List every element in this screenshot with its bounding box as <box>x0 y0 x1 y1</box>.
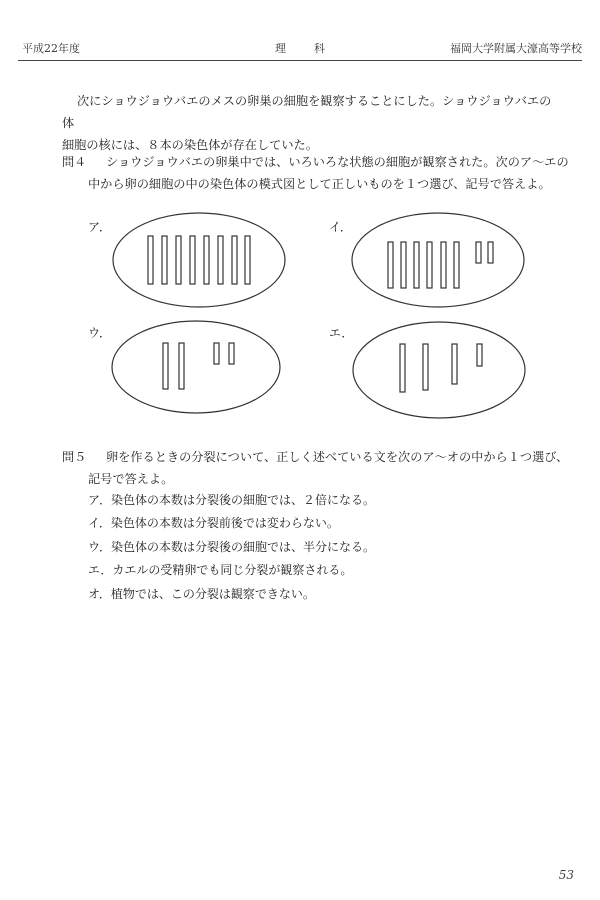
exam-year: 平成22年度 <box>22 42 80 55</box>
subject-title: 理科 <box>275 42 353 55</box>
diagram-u <box>112 321 280 413</box>
chromosome-long <box>190 236 195 284</box>
chromosome-long <box>179 343 184 389</box>
chromosome-long <box>452 344 457 384</box>
chromosome-long <box>388 242 393 288</box>
choice-e-label: エ． <box>329 326 354 340</box>
question-5-options <box>88 489 375 606</box>
choice-u-label: ウ． <box>88 326 112 340</box>
chromosome-short <box>488 242 493 263</box>
chromosome-short <box>477 344 482 366</box>
chromosome-long <box>414 242 419 288</box>
chromosome-long <box>176 236 181 284</box>
intro-line-2: 細胞の核には、８本の染色体が存在していた。 <box>62 138 318 152</box>
page-number: 53 <box>558 868 574 882</box>
chromosome-short <box>214 343 219 364</box>
option-e: エ．カエルの受精卵でも同じ分裂が観察される。 <box>88 563 353 578</box>
chromosome-short <box>229 343 234 364</box>
question-5 <box>62 446 572 490</box>
chromosome-long <box>400 344 405 392</box>
question-5-line-2: 記号で答えよ。 <box>88 472 174 486</box>
question-4-number: 問４ <box>62 155 87 169</box>
option-o: オ．植物では、この分裂は観察できない。 <box>88 586 315 601</box>
intro-line-1: 次にショウジョウバエのメスの卵巣の細胞を観察することにした。ショウジョウバエの体 <box>62 94 552 130</box>
cell-outline-e <box>353 322 525 418</box>
option-a: ア．染色体の本数は分裂後の細胞では、２倍になる。 <box>88 493 376 507</box>
choice-a-label: ア． <box>88 220 112 234</box>
diagram-a <box>113 213 285 307</box>
chromosome-long <box>232 236 237 284</box>
chromosome-short <box>476 242 481 263</box>
chromosome-long <box>162 236 167 284</box>
diagram-i <box>352 213 524 307</box>
chromosome-long <box>427 242 432 288</box>
chromosome-long <box>204 236 209 284</box>
chromosome-long <box>401 242 406 288</box>
option-u: ウ．染色体の本数は分裂後の細胞では、半分になる。 <box>88 539 376 554</box>
choice-i-label: イ． <box>329 220 352 234</box>
chromosome-long <box>441 242 446 288</box>
chromosome-long <box>245 236 250 284</box>
chromosome-long <box>218 236 223 284</box>
cell-outline-u <box>112 321 280 413</box>
option-i: イ．染色体の本数は分裂前後では変わらない。 <box>88 516 339 531</box>
chromosome-long <box>423 344 428 390</box>
cell-outline-a <box>113 213 285 307</box>
question-4-line-1: ショウジョウバエの卵巣中では、いろいろな状態の細胞が観察された。次のア～エの <box>106 155 569 169</box>
question-4-line-2: 中から卵の細胞の中の染色体の模式図として正しいものを１つ選び、記号で答えよ。 <box>88 177 551 191</box>
question-5-line-1: 卵を作るときの分裂について、正しく述べている文を次のア～オの中から１つ選び、 <box>106 450 569 464</box>
chromosome-long <box>148 236 153 284</box>
chromosome-long <box>163 343 168 389</box>
cell-outline-i <box>352 213 524 307</box>
question-5-number: 問５ <box>62 450 87 464</box>
chromosome-long <box>454 242 459 288</box>
diagram-e <box>353 322 525 418</box>
school-name: 福岡大学附属大濠高等学校 <box>450 42 582 55</box>
